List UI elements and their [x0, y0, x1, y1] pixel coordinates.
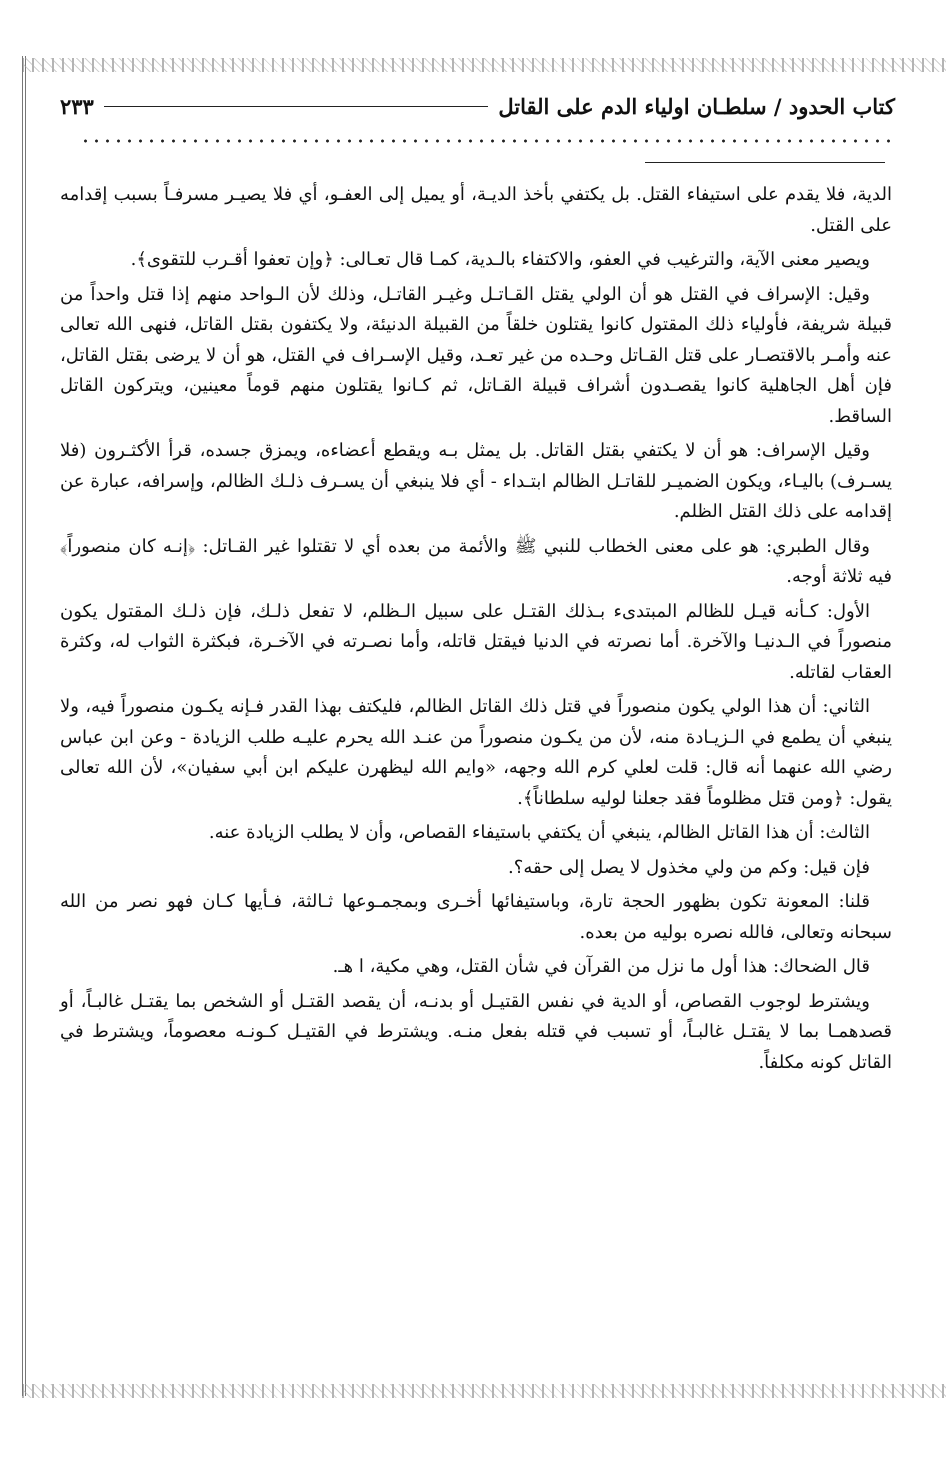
paragraph: الثالث: أن هذا القاتل الظالم، ينبغي أن يكتفي باستيفاء القصاص، وأن لا يطلب الزيادة عنه. — [208, 822, 870, 843]
page-number: ٢٣٣ — [60, 93, 94, 119]
paragraph: وقال الطبري: هو على معنى الخطاب للنبي ﷺ والأئمة من بعده أي لا تقتلوا غير القـاتل: ﴿إنـه كان منصوراً﴾ فيه ثلاثة أوجه. — [60, 535, 892, 587]
bottom-ornament-band — [22, 1384, 946, 1398]
paragraph: ويشترط لوجوب القصاص، أو الدية في نفس القتيـل أو بدنـه، أن يقصد القتـل أو الشخص بما يقتـل غالبـاً، أو قصدهمـا بما لا يقتـل غالبـاً، أو تسبب في قتله بفعل منـه. ويشترط في القتيـل كـونـه معصوماً، ويشترط في القاتل كونه مكلفاً. — [60, 990, 892, 1073]
paragraph: الثاني: أن هذا الولي يكون منصوراً في قتل ذلك القاتل الظالم، فليكتف بهذا القدر فـإنه يكـون منصوراً فيه، ولا ينبغي أن يطمع في الـزيـادة منه، لأن من يكـون منصوراً من عنـد الله يحرم عليـه طلب الزيادة - وعن ابن عباس رضي الله عنهما أنه قال: قلت لعلي كرم الله وجهه، «وايم الله ليظهرن عليكم ابن أبي سفيان»، لأن الله تعالى يقول: ﴿ومن قتل مظلوماً فقد جعلنا لوليه سلطاناً﴾. — [60, 696, 892, 809]
header-title: كتاب الحدود / سلطـان اولياء الدم على القاتل — [498, 93, 895, 119]
paragraph: قال الضحاك: هذا أول ما نزل من القرآن في شأن القتل، وهي مكية، ا هـ. — [332, 956, 870, 977]
paragraph: الأول: كـأنه قيـل للظالم المبتدىء بـذلك القتـل على سبيل الـظلم، لا تفعل ذلـك، فإن ذلـك المقتول يكون منصوراً في الـدنيـا والآخرة. أما نصرته في الدنيا فيقتل قاتله، وأما نصـرته في الآخـرة، فبكثرة الثواب له، وكثرة العقاب لقاتله. — [60, 600, 892, 683]
paragraph: وقيل الإسراف: هو أن لا يكتفي بقتل القاتل. بل يمثل بـه ويقطع أعضاءه، ويمزق جسده، قرأ الأكثـرون (فلا يسـرف) باليـاء، ويكون الضميـر للقاتـل الظالم ابتـداء - أي فلا ينبغي أن يسـرف ذلـك الظالم، وإسرافه، عبارة عن إقدامه على ذلك القتل الظلم. — [60, 440, 892, 522]
running-header — [60, 86, 895, 126]
top-ornament-band — [22, 58, 946, 72]
paragraph: فإن قيل: وكم من ولي مخذول لا يصل إلى حقه؟. — [508, 856, 870, 878]
paragraph: وقيل: الإسراف في القتل هو أن الولي يقتل القـاتـل وغيـر القاتـل، وذلك لأن الـواحد منهم إذا قتل واحداً من قبيلة شريفة، فأولياء ذلك المقتول كانوا يقتلون خلقاً من القبيلة الدنيئة، ولا يكتفون بقتل القاتل، فنهى الله تعالى عنه وأمـر بالاقتصـار على قتل القـاتل وحـده من غير تعـد، وقيل الإسـراف في القتل، هو أن لا يرضى بقتل القاتل، فإن أهل الجاهلية كانوا يقصـدون أشراف قبيلة القـاتل، ثم كـانوا يقتلون منهم قوماً معينين، ويتركون القاتل الساقط. — [60, 283, 892, 427]
section-rule — [645, 162, 885, 163]
dotted-separator — [80, 136, 895, 146]
header-rule — [104, 106, 489, 107]
paragraph: قلنا: المعونة تكون بظهور الحجة تارة، وباستيفائها أخـرى وبمجمـوعها ثـالثة، فـأيها كـان فهو نصر من الله سبحانه وتعالى، فالله نصره بوليه من بعده. — [60, 891, 892, 943]
paragraph: الدية، فلا يقدم على استيفاء القتل. بل يكتفي بأخذ الديـة، أو يميل إلى العفـو، أي فلا يصيـر مسرفـاً بسبب إقدامه على القتل. — [60, 184, 892, 236]
page-body — [60, 180, 892, 1082]
paragraph: ويصير معنى الآية، والترغيب في العفو، والاكتفاء بالـدية، كمـا قال تعـالى: ﴿وإن تعفوا أقـرب للتقوى﴾. — [130, 249, 870, 270]
